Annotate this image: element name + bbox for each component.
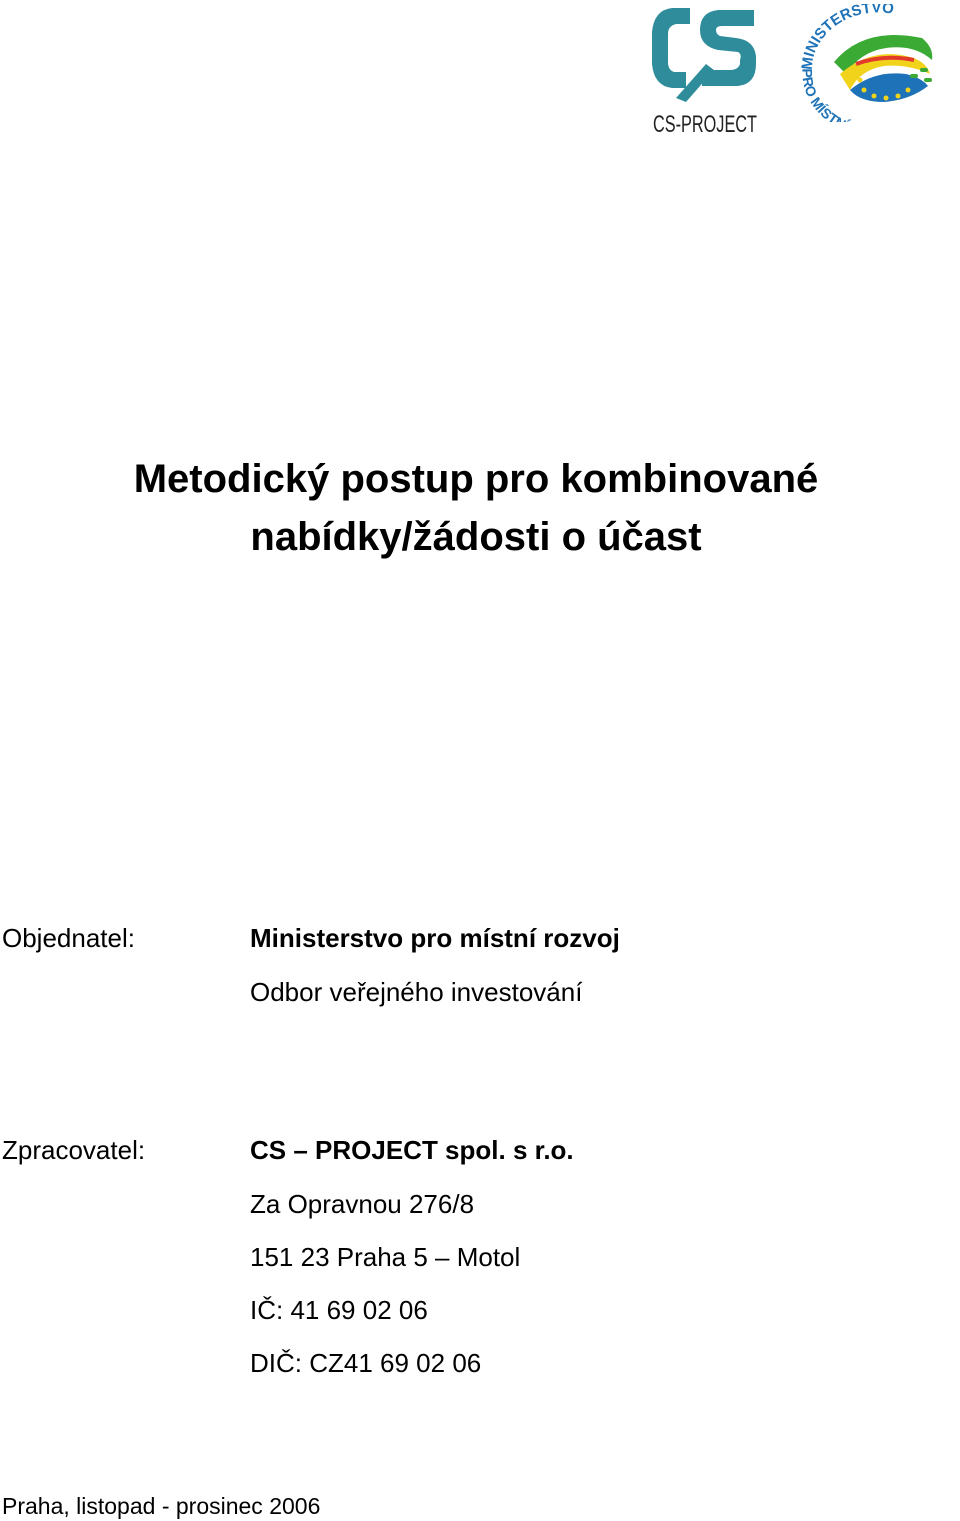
contractor-dic: DIČ: CZ41 69 02 06 bbox=[250, 1348, 482, 1378]
cs-project-logo bbox=[646, 2, 764, 136]
ministry-logo-bottom-text: PRO MÍST bbox=[799, 68, 842, 122]
contractor-label: Zpracovatel: bbox=[2, 1135, 146, 1165]
client-name: Ministerstvo pro místní rozvoj bbox=[250, 923, 620, 953]
document-title-line-2: nabídky/žádosti o účast bbox=[250, 515, 702, 559]
contractor-city: 151 23 Praha 5 – Motol bbox=[250, 1242, 521, 1272]
contractor-ic: IČ: 41 69 02 06 bbox=[250, 1295, 428, 1325]
client-department: Odbor veřejného investování bbox=[250, 977, 583, 1007]
ministry-logo-top-text: MINISTERSTVO bbox=[798, 4, 895, 71]
ministry-logo-icon bbox=[794, 4, 954, 122]
client-label: Objednatel: bbox=[2, 923, 135, 953]
document-title-line-1: Metodický postup pro kombinované bbox=[133, 457, 819, 501]
cs-project-logo-text: CS-PROJECT bbox=[653, 111, 758, 138]
document-title bbox=[0, 450, 952, 566]
contractor-street: Za Opravnou 276/8 bbox=[250, 1189, 475, 1219]
cs-project-logo-icon bbox=[646, 2, 764, 136]
place-date: Praha, listopad - prosinec 2006 bbox=[2, 1493, 321, 1519]
ministry-logo bbox=[794, 4, 954, 122]
contractor-name: CS – PROJECT spol. s r.o. bbox=[250, 1135, 574, 1165]
